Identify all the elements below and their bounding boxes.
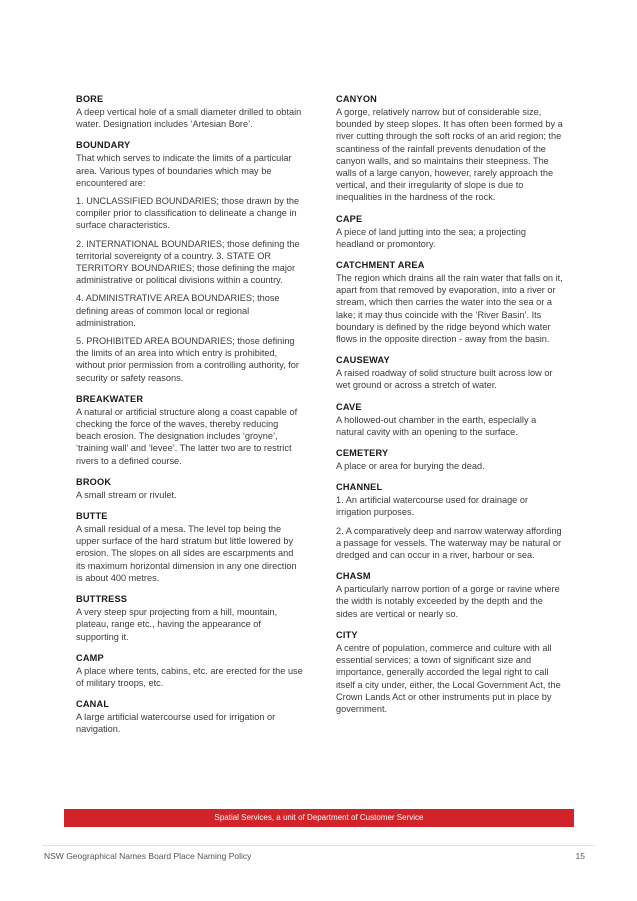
glossary-definition <box>76 665 304 689</box>
glossary-term: CAPE <box>336 213 363 224</box>
glossary-definition <box>76 489 304 501</box>
glossary-entry <box>76 652 304 689</box>
glossary-definition <box>336 106 564 204</box>
glossary-column-left <box>76 93 304 745</box>
glossary-term: BORE <box>76 94 104 104</box>
glossary-entry <box>336 447 564 472</box>
glossary-definition <box>76 152 304 383</box>
glossary-entry <box>336 570 564 620</box>
definition-paragraph: A small stream or rivulet. <box>76 489 177 500</box>
glossary-term: BROOK <box>76 476 112 487</box>
glossary-entry <box>336 213 564 250</box>
glossary-definition <box>336 494 564 561</box>
definition-paragraph: A large artificial watercourse used for irrigation or navigation. <box>76 712 276 735</box>
glossary-term: CITY <box>336 629 358 640</box>
glossary-entry <box>76 510 304 584</box>
glossary-definition <box>76 606 304 643</box>
glossary-entry <box>76 476 304 501</box>
definition-paragraph: A natural or artificial structure along a coast capable of checking the force of the waves, thereby reducing beach erosion. The designation includes ‘groyne’, ‘training wall’ and ‘levee’. The latter two are to restrict rivers to a defined course. <box>76 406 298 466</box>
glossary-column-right <box>336 93 564 724</box>
glossary-entry <box>336 629 564 715</box>
publisher-banner: Spatial Services, a unit of Department of Customer Service <box>64 809 574 827</box>
glossary-term: CANYON <box>336 94 378 104</box>
glossary-definition <box>76 406 304 467</box>
glossary-term: CATCHMENT AREA <box>336 260 425 271</box>
glossary-definition <box>336 367 564 391</box>
glossary-definition <box>76 523 304 584</box>
glossary-term: CANAL <box>76 699 110 710</box>
glossary-entry <box>336 354 564 391</box>
definition-paragraph: A raised roadway of solid structure built across low or wet ground or across a stretch of water. <box>336 368 553 391</box>
definition-paragraph: The region which drains all the rain water that falls on it, apart from that removed by evaporation, into a river or stream, which then carries the water into the sea or a lake; it may thus coincide with the ‘River Basin’. Its boundary is defined by the ridge beyond which water flows in the opposite direction - away from the basin. <box>336 273 563 345</box>
definition-paragraph: A centre of population, commerce and culture with all essential services; a town of significant size and importance, generally accorded the legal right to call itself a city under, either, the Local Government Act, the Crown Lands Act or other instruments put in place by government. <box>336 642 561 714</box>
definition-paragraph: 1. UNCLASSIFIED BOUNDARIES; those drawn by the compiler prior to classification to delineate a change in surface characteristics. <box>76 196 300 231</box>
glossary-term: CAVE <box>336 401 362 412</box>
glossary-term: BUTTRESS <box>76 594 128 605</box>
glossary-term: CAMP <box>76 652 104 663</box>
glossary-entry <box>336 481 564 561</box>
definition-paragraph: A deep vertical hole of a small diameter drilled to obtain water. Designation includes ‘Artesian Bore’. <box>76 107 302 130</box>
glossary-definition <box>336 272 564 345</box>
definition-paragraph: 4. ADMINISTRATIVE AREA BOUNDARIES; those defining areas of common local or regional administration. <box>76 293 280 328</box>
glossary-entry <box>76 593 304 643</box>
glossary-entry <box>336 259 564 345</box>
glossary-definition <box>336 642 564 715</box>
glossary-term: BUTTE <box>76 511 108 522</box>
glossary-definition <box>76 106 304 130</box>
glossary-definition <box>336 226 564 250</box>
definition-paragraph: 5. PROHIBITED AREA BOUNDARIES; those defining the limits of an area into which entry is prohibited, without prior permission from a controlling authority, for security or safety reasons. <box>76 336 299 383</box>
glossary-term: CAUSEWAY <box>336 355 390 366</box>
definition-paragraph: A very steep spur projecting from a hill, mountain, plateau, range etc., having the appearance of supporting it. <box>76 607 278 642</box>
definition-paragraph: A hollowed-out chamber in the earth, especially a natural cavity with an opening to the surface. <box>336 414 537 437</box>
page-number: 15 <box>575 851 585 861</box>
definition-paragraph: A particularly narrow portion of a gorge or ravine where the width is notably exceeded by the depth and the sides are vertical or nearly so. <box>336 584 560 619</box>
glossary-definition <box>76 711 304 735</box>
glossary-entry <box>76 139 304 383</box>
glossary-term: CEMETERY <box>336 448 389 459</box>
definition-paragraph: A place where tents, cabins, etc. are erected for the use of military troops, etc. <box>76 665 303 688</box>
glossary-definition <box>336 583 564 620</box>
glossary-definition <box>336 414 564 438</box>
definition-paragraph: A place or area for burying the dead. <box>336 461 485 472</box>
definition-paragraph: A gorge, relatively narrow but of considerable size, bounded by steep slopes. It has often been formed by a river cutting through the soft rocks of an arid region; the scantiness of the rainfall prevents denudation of the canyon walls, and so maintains their steepness. The walls of a large canyon, however, rarely approach the vertical, and their irregularity of slope is due to inequalities in the hardness of the rock. <box>336 107 563 203</box>
glossary-term: BREAKWATER <box>76 393 144 404</box>
definition-paragraph: That which serves to indicate the limits of a particular area. Various types of boundaries which may be encountered are: <box>76 153 292 188</box>
glossary-entry <box>76 93 304 130</box>
glossary-entry <box>336 93 564 204</box>
definition-paragraph: A small residual of a mesa. The level top being the upper surface of the hard stratum but little lowered by erosion. The slopes on all sides are escarpments and its maximum horizontal dimension in any one direction is about 400 metres. <box>76 524 297 583</box>
footer-divider <box>42 845 595 846</box>
glossary-entry <box>76 393 304 467</box>
definition-paragraph: 2. A comparatively deep and narrow waterway affording a passage for vessels. The waterway may be natural or dredged and can occur in a river, harbour or sea. <box>336 525 562 561</box>
glossary-entry <box>76 698 304 735</box>
definition-paragraph: 1. An artificial watercourse used for drainage or irrigation purposes. <box>336 495 529 518</box>
footer-document-title: NSW Geographical Names Board Place Naming Policy <box>44 851 252 861</box>
glossary-term: CHANNEL <box>336 482 383 493</box>
glossary-entry <box>336 401 564 438</box>
glossary-definition <box>336 460 564 472</box>
definition-paragraph: A piece of land jutting into the sea; a projecting headland or promontory. <box>336 226 527 249</box>
definition-paragraph: 2. INTERNATIONAL BOUNDARIES; those defining the territorial sovereignty of a country. 3. STATE OR TERRITORY BOUNDARIES; those defining the major administrative or political divisions within a country. <box>76 238 300 286</box>
glossary-term: BOUNDARY <box>76 140 131 151</box>
glossary-term: CHASM <box>336 571 371 582</box>
